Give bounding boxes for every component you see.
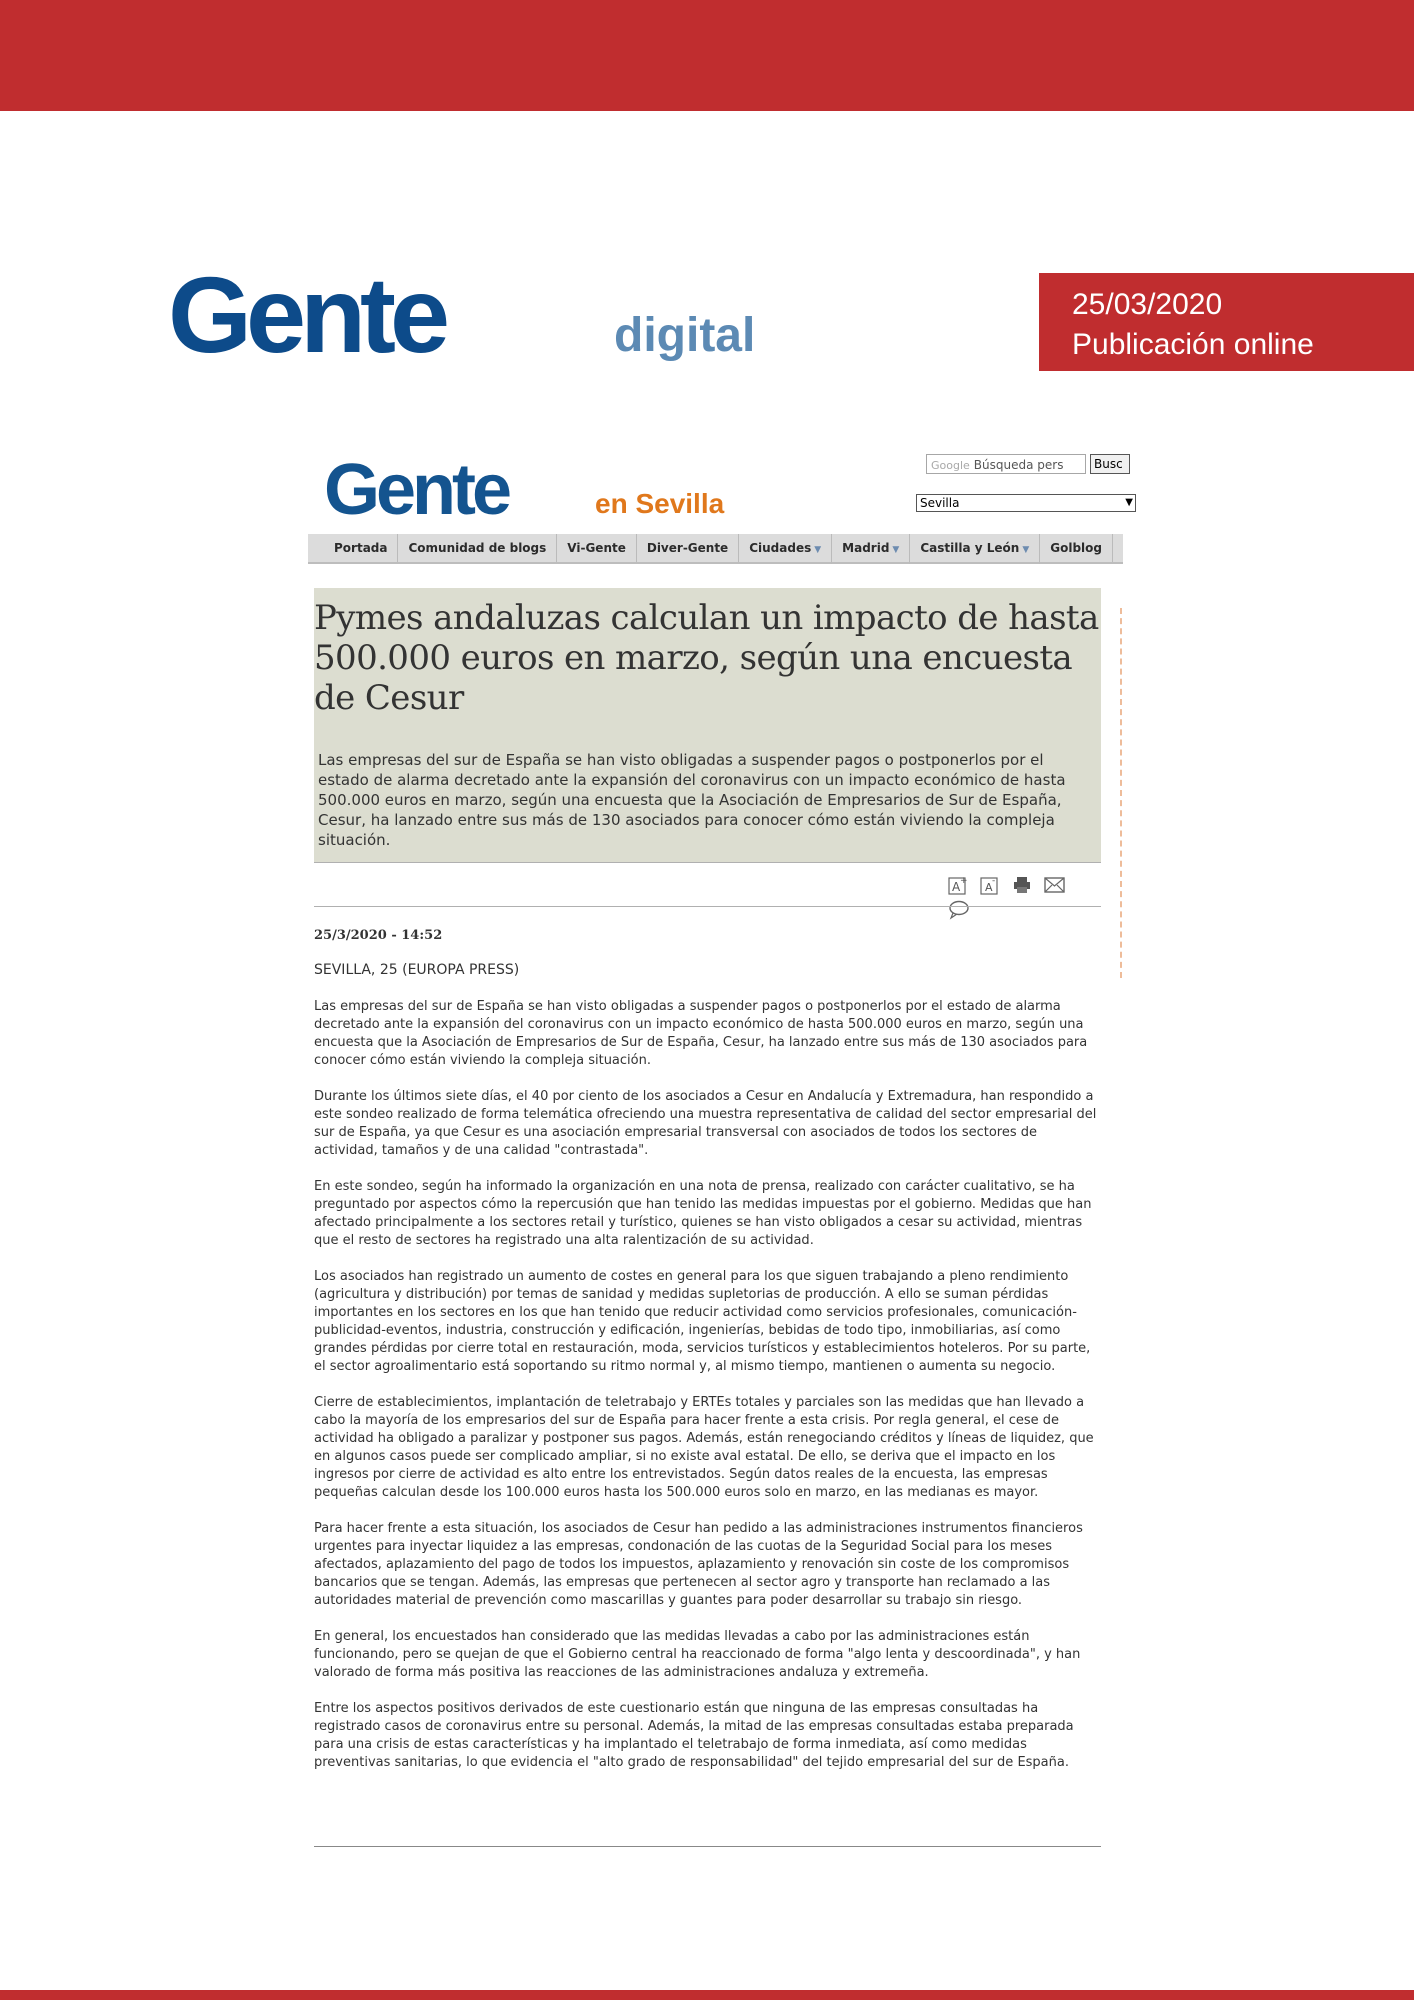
bottom-color-bar — [0, 1990, 1414, 2000]
google-label: Google — [931, 459, 970, 472]
article-tools — [948, 875, 1098, 901]
email-icon[interactable] — [1044, 875, 1066, 899]
gente-digital-logo — [168, 250, 818, 380]
search-button[interactable]: Busc — [1090, 454, 1130, 474]
publication-type: Publicación online — [1072, 328, 1314, 361]
nav-item-madrid-label: Madrid — [842, 541, 890, 555]
top-color-bar — [0, 0, 1414, 111]
article-paragraph: Las empresas del sur de España se han visto obligadas a suspender pagos o postponerlos por el estado de alarma decretado ante la expansión del coronavirus con un impacto económico de hasta 500.000 euros en marzo, según una encuesta que la Asociación de Empresarios de Sur de España, Cesur, ha lanzado entre sus más de 130 asociados para conocer cómo están viviendo la compleja situación. — [314, 999, 1088, 1068]
article-paragraph: En general, los encuestados han considerado que las medidas llevadas a cabo por las administraciones están funcionando, pero se quejan de que el Gobierno central ha reaccionado de forma "algo lenta y descoordinada", y han valorado de forma más positiva las reacciones de las administraciones andaluza y extremeña. — [314, 1629, 1081, 1680]
caret-down-icon: ▼ — [814, 545, 822, 555]
article-dateline: SEVILLA, 25 (EUROPA PRESS) — [314, 962, 520, 978]
publication-info-box — [1039, 273, 1414, 371]
site-logo[interactable] — [324, 448, 804, 528]
svg-text:A: A — [952, 880, 961, 894]
divider — [314, 862, 1101, 863]
divider — [314, 1846, 1101, 1847]
article-paragraph: En este sondeo, según ha informado la organización en una nota de prensa, realizado con carácter cualitativo, se ha preguntado por aspectos cómo la repercusión que han tenido las medidas impuestas por el gobierno. Medidas que han afectado principalmente a los sectores retail y turístico, quienes se han visto obligados a cesar su actividad, mientras que el resto de sectores ha registrado una alta ralentización de su actividad. — [314, 1179, 1092, 1248]
chevron-down-icon: ▼ — [1125, 497, 1133, 508]
caret-down-icon: ▼ — [892, 545, 900, 555]
nav-item-golblog[interactable]: Golblog — [1040, 534, 1113, 562]
increase-font-icon[interactable] — [948, 875, 968, 899]
search-input[interactable] — [926, 454, 1086, 474]
article-title: Pymes andaluzas calculan un impacto de hasta 500.000 euros en marzo, según una encuesta de Cesur — [314, 598, 1099, 718]
divider — [314, 906, 1101, 907]
nav-item-portada[interactable]: Portada — [324, 534, 398, 562]
svg-text:+: + — [960, 876, 968, 886]
svg-text:A: A — [985, 881, 993, 894]
nav-item-diver-gente[interactable]: Diver-Gente — [637, 534, 739, 562]
nav-item-castilla-leon[interactable] — [910, 534, 1040, 564]
article-screenshot — [308, 448, 1133, 1848]
article-paragraph: Cierre de establecimientos, implantación de teletrabajo y ERTEs totales y parciales son las medidas que han llevado a cabo la mayoría de los empresarios del sur de España para hacer frente a esta crisis. Por regla general, el cese de actividad ha obligado a paralizar y postponer sus pagos. Además, están renegociando créditos y líneas de liquidez, que en algunos casos puede ser complicado ampliar, si no existe aval estatal. De ello, se deriva que el impacto en los ingresos por cierre de actividad es alto entre los entrevistados. Según datos reales de la encuesta, las empresas pequeñas calculan desde los 100.000 euros hasta los 500.000 euros solo en marzo, en las medianas es mayor. — [314, 1395, 1094, 1500]
logo-digital-text: digital — [614, 309, 756, 362]
nav-item-ciudades-label: Ciudades — [749, 541, 812, 555]
article-datetime: 25/3/2020 - 14:52 — [314, 928, 443, 943]
site-logo-gente: Gente — [324, 450, 509, 530]
article-paragraph: Entre los aspectos positivos derivados de este cuestionario están que ninguna de las empresas consultadas ha registrado casos de coronavirus entre su personal. Además, la mitad de las empresas consultadas estaba preparada para una crisis de estas características y ha implantado el teletrabajo de forma inmediata, así como medidas preventivas sanitarias, lo que evidencia el "alto grado de responsabilidad" del tejido empresarial del sur de España. — [314, 1701, 1074, 1770]
nav-item-ciudades[interactable] — [739, 534, 832, 564]
svg-text:-: - — [992, 876, 996, 886]
decrease-font-icon[interactable] — [980, 875, 1000, 899]
caret-down-icon: ▼ — [1022, 545, 1030, 555]
article-body — [314, 998, 1104, 1790]
publication-date: 25/03/2020 — [1072, 288, 1223, 321]
site-logo-city: en Sevilla — [595, 488, 725, 519]
nav-item-blogs[interactable]: Comunidad de blogs — [398, 534, 557, 562]
comment-icon[interactable] — [948, 899, 970, 923]
sidebar-edge — [1120, 608, 1124, 978]
region-select[interactable] — [916, 494, 1136, 512]
article-paragraph: Para hacer frente a esta situación, los asociados de Cesur han pedido a las administraciones instrumentos financieros urgentes para inyectar liquidez a las empresas, condonación de las cuotas de la Seguridad Social para los meses afectados, aplazamiento del pago de todos los impuestos, aplazamiento y renovación sin coste de los compromisos bancarios que se tengan. Además, las empresas que pertenecen al sector agro y transporte han reclamado a las autoridades material de prevención como mascarillas y guantes para poder desarrollar su trabajo sin riesgo. — [314, 1521, 1083, 1608]
article-paragraph: Los asociados han registrado un aumento de costes en general para los que siguen trabajando a pleno rendimiento (agricultura y distribución) por temas de sanidad y medidas supletorias de producción. A ello se suman pérdidas importantes en los sectores en los que han tenido que reducir actividad como servicios profesionales, comunicación-publicidad-eventos, industria, construcción y edificación, ingenierías, bebidas de todo tipo, inmobiliarias, así como grandes pérdidas por cierre total en restauración, moda, servicios turísticos y establecimientos hoteleros. Por su parte, el sector agroalimentario está soportando su ritmo normal y, al mismo tiempo, mantienen o aumenta su negocio. — [314, 1269, 1091, 1374]
nav-item-vi-gente[interactable]: Vi-Gente — [557, 534, 637, 562]
search-placeholder: Búsqueda pers — [973, 458, 1064, 472]
logo-gente-text: Gente — [168, 254, 445, 375]
article-lead: Las empresas del sur de España se han visto obligadas a suspender pagos o postponerlos por el estado de alarma decretado ante la expansión del coronavirus con un impacto económico de hasta 500.000 euros en marzo, según una encuesta que la Asociación de Empresarios de Sur de España, Cesur, ha lanzado entre sus más de 130 asociados para conocer cómo están viviendo la compleja situación. — [318, 751, 1066, 849]
nav-item-madrid[interactable] — [832, 534, 910, 564]
nav-item-castilla-leon-label: Castilla y León — [920, 541, 1020, 555]
article-paragraph: Durante los últimos siete días, el 40 por ciento de los asociados a Cesur en Andalucía y Extremadura, han respondido a este sondeo realizado de forma telemática ofreciendo una muestra representativa de calidad del sector empresarial del sur de España, ya que Cesur es una asociación empresarial transversal con asociados de todos los sectores de actividad, tamaños y de una calidad "contrastada". — [314, 1089, 1097, 1158]
region-select-value: Sevilla — [920, 496, 960, 510]
main-nav — [308, 534, 1123, 564]
print-icon[interactable] — [1012, 875, 1032, 899]
